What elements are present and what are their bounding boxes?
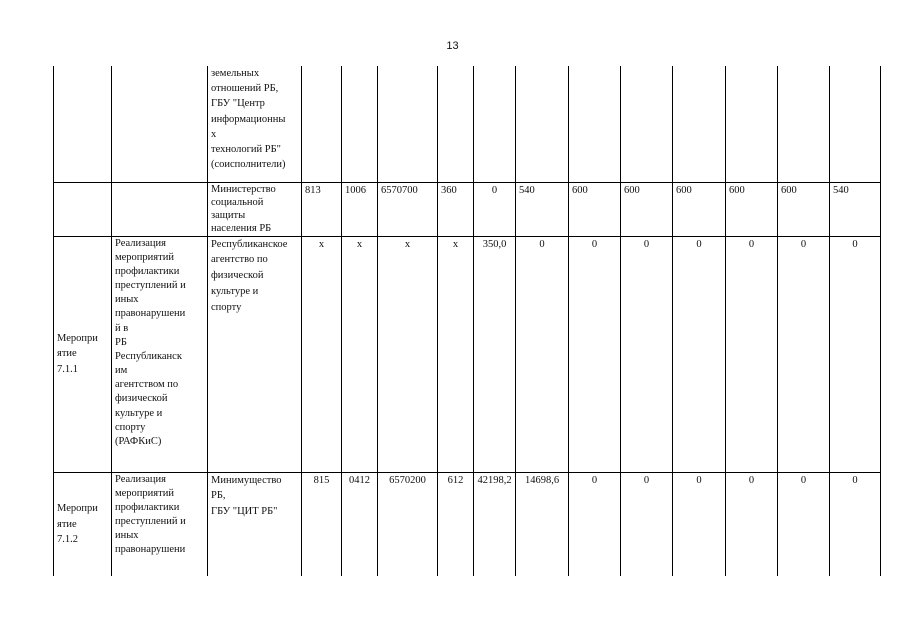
value-cell: 360 (438, 182, 474, 236)
value-cell: 813 (302, 182, 342, 236)
table-row-continuation-1 (54, 66, 881, 182)
value-cell: 0 (830, 472, 881, 576)
value-cell: 0 (830, 236, 881, 472)
code-cell (54, 182, 112, 236)
value-cell: 815 (302, 472, 342, 576)
value-cell: 0 (569, 236, 621, 472)
table-row-continuation-2 (54, 182, 881, 236)
value-cell: 0 (778, 236, 830, 472)
value-cell: 0 (569, 472, 621, 576)
value-cell: 0 (673, 472, 726, 576)
page-number: 13 (446, 40, 459, 52)
name-cell: Реализация мероприятий профилактики преступлений и иных правонарушени й в РБ Республиканск им агентством по физической культуре и спорту (РАФКиС) (112, 236, 208, 472)
value-cell: 6570700 (378, 182, 438, 236)
value-cell: 540 (516, 182, 569, 236)
value-cell: 14698,6 (516, 472, 569, 576)
value-cell: 0 (621, 472, 673, 576)
value-cell: x (438, 236, 474, 472)
value-cell: 0 (778, 472, 830, 576)
value-cell: 42198,2 (474, 472, 516, 576)
value-cell: x (302, 236, 342, 472)
value-cell: 0 (621, 236, 673, 472)
table-row-7-1-1 (54, 236, 881, 472)
value-cell: 600 (569, 182, 621, 236)
value-cell: 540 (830, 182, 881, 236)
value-cell: 612 (438, 472, 474, 576)
code-cell: Меропри ятие 7.1.1 (54, 236, 112, 472)
value-cell: 600 (621, 182, 673, 236)
code-cell (54, 66, 112, 182)
value-cell: 600 (778, 182, 830, 236)
executor-cell: земельных отношений РБ, ГБУ "Центр информационны х технологий РБ" (соисполнители) (208, 66, 302, 182)
value-cell: 0 (474, 182, 516, 236)
executor-cell: Минимущество РБ, ГБУ "ЦИТ РБ" (208, 472, 302, 576)
table-row-7-1-2 (54, 472, 881, 576)
name-cell (112, 182, 208, 236)
value-cell: x (342, 236, 378, 472)
value-cell: x (378, 236, 438, 472)
name-cell (112, 66, 208, 182)
value-cell: 600 (726, 182, 778, 236)
budget-table (53, 66, 881, 576)
value-cell: 0 (673, 236, 726, 472)
value-cell: 1006 (342, 182, 378, 236)
value-cell: 6570200 (378, 472, 438, 576)
value-cell: 0 (726, 236, 778, 472)
code-cell: Меропри ятие 7.1.2 (54, 472, 112, 576)
value-cell: 350,0 (474, 236, 516, 472)
executor-cell: Министерство социальной защиты населения РБ (208, 182, 302, 236)
value-cell: 0412 (342, 472, 378, 576)
value-cell: 0 (516, 236, 569, 472)
value-cell: 0 (726, 472, 778, 576)
value-cell: 600 (673, 182, 726, 236)
executor-cell: Республиканское агентство по физической культуре и спорту (208, 236, 302, 472)
name-cell: Реализация мероприятий профилактики преступлений и иных правонарушени (112, 472, 208, 576)
